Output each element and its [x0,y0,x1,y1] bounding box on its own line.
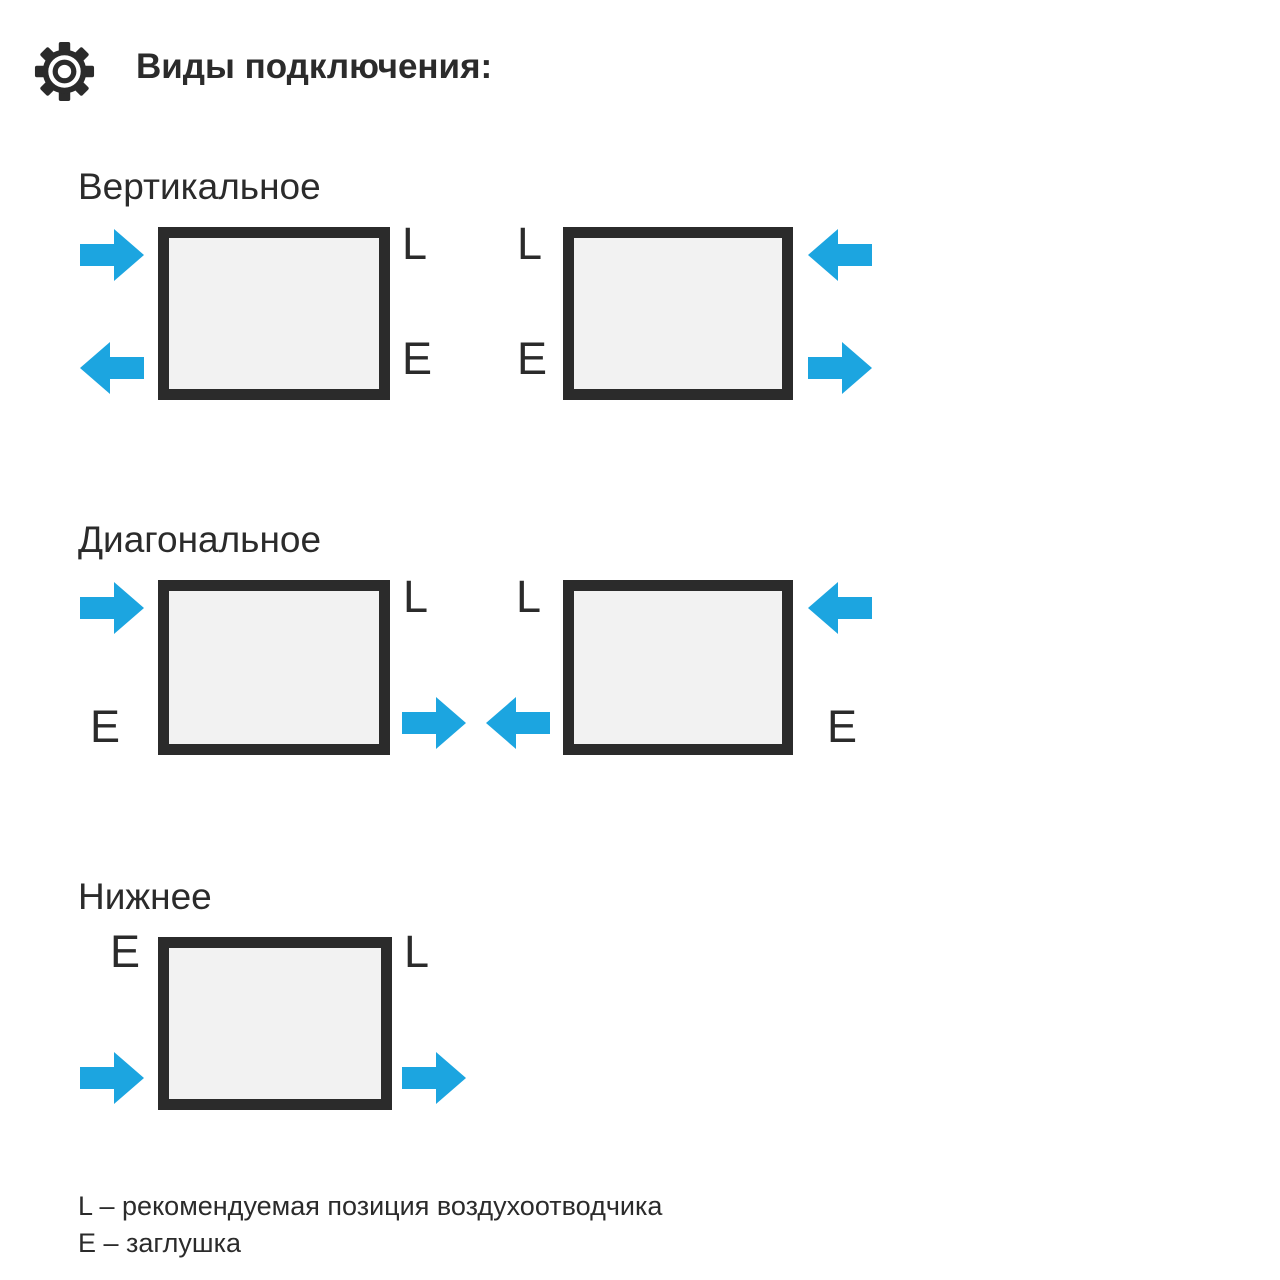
arrow-left-icon [808,229,872,281]
section-title-bottom: Нижнее [78,876,212,917]
connection-point-label: L [402,218,428,269]
connection-point-label: L [517,218,543,269]
connection-point-label: E [110,926,141,977]
connection-point-label: E [402,333,433,384]
arrow-left-icon [80,342,144,394]
arrow-right-icon [80,229,144,281]
connection-point-label: L [516,571,542,622]
connection-point-label: E [827,701,858,752]
connection-point-label: E [517,333,548,384]
radiator-box [158,227,390,400]
arrow-right-icon [808,342,872,394]
section-title-diagonal: Диагональное [78,519,322,560]
arrow-right-icon [402,1052,466,1104]
radiator-box [158,580,390,755]
page-title: Виды подключения: [136,47,493,86]
connection-point-label: E [90,701,121,752]
legend [78,1188,662,1262]
gear-icon [34,41,95,102]
connection-point-label: L [404,926,430,977]
connection-point-label: L [403,571,429,622]
arrow-right-icon [80,582,144,634]
legend-line-plug: E – заглушка [78,1228,242,1258]
radiator-box [158,937,392,1110]
radiator-box [563,227,793,400]
arrow-right-icon [80,1052,144,1104]
arrow-left-icon [486,697,550,749]
arrow-right-icon [402,697,466,749]
legend-line-air-vent: L – рекомендуемая позиция воздухоотводчика [78,1191,663,1221]
section-title-vertical: Вертикальное [78,166,321,207]
radiator-box [563,580,793,755]
arrow-left-icon [808,582,872,634]
